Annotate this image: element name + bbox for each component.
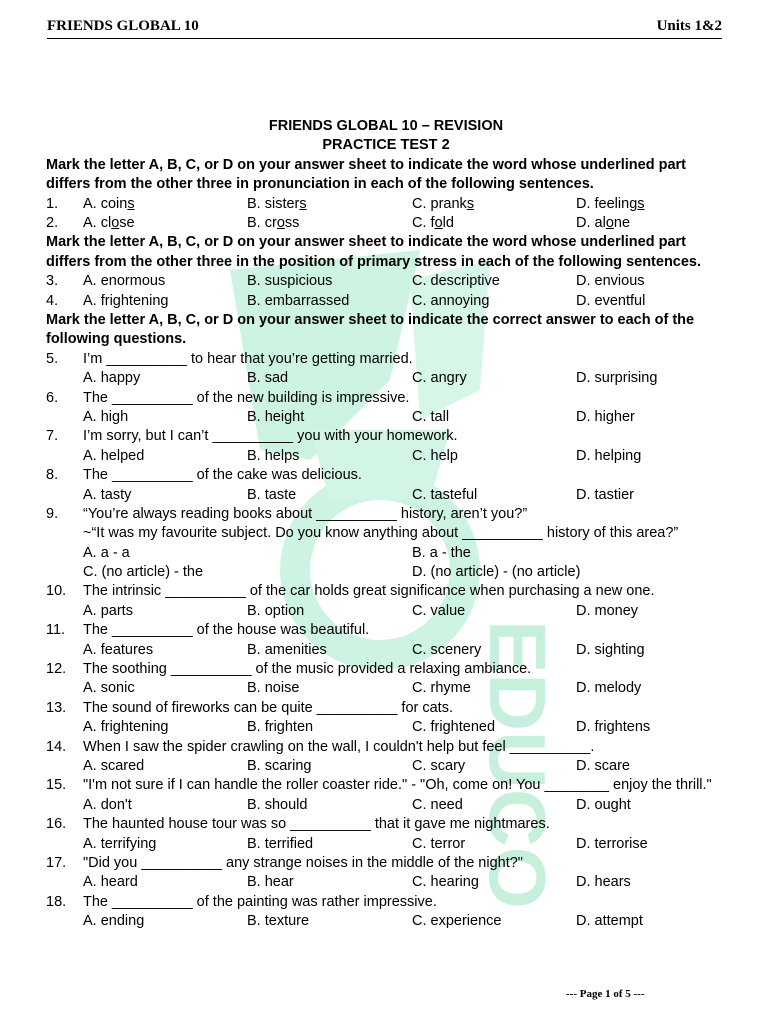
question-stem: "I'm not sure if I can handle the roller coaster ride." - "Oh, come on! You ________ enjoy the thrill.": [83, 777, 712, 794]
option-d: D. tastier: [576, 486, 635, 503]
stress-section: [46, 272, 726, 311]
question-item: [46, 350, 726, 389]
option-text: C. prank: [412, 195, 467, 212]
question-stem-line2: ~“It was my favourite subject. Do you know anything about __________ history of this area?”: [83, 525, 679, 542]
option-text: B. sister: [247, 195, 300, 212]
option-a: A. enormous: [83, 273, 166, 290]
option-c: C. help: [412, 447, 458, 464]
option-c: C. descriptive: [412, 273, 500, 290]
option-text: D. al: [576, 214, 606, 231]
question-item: [46, 854, 726, 893]
header-rule: [47, 38, 722, 39]
question-number: 17.: [46, 854, 67, 871]
stress-item: [46, 292, 726, 311]
underlined-part: o: [276, 214, 285, 231]
option-a: A. a - a: [83, 544, 130, 561]
option-text: A. cl: [83, 214, 112, 231]
option-d: [576, 195, 645, 214]
question-number: 1.: [46, 195, 59, 212]
question-item: [46, 582, 726, 621]
question-number: 14.: [46, 738, 67, 755]
option-d: D. terrorise: [576, 835, 648, 852]
option-a: A. high: [83, 408, 129, 425]
option-b: B. noise: [247, 680, 300, 697]
option-d: D. money: [576, 602, 639, 619]
option-d: D. helping: [576, 447, 642, 464]
option-d: D. sighting: [576, 641, 645, 658]
option-text-rest: se: [119, 214, 135, 231]
options-row: [46, 602, 726, 621]
question-stem: When I saw the spider crawling on the wall, I couldn't help but feel __________.: [83, 738, 595, 755]
question-stem: The intrinsic __________ of the car holds great significance when purchasing a new one.: [83, 583, 655, 600]
question-stem: I’m sorry, but I can’t __________ you with your homework.: [83, 428, 458, 445]
page-header: [47, 18, 722, 38]
pronunciation-section: [46, 195, 726, 234]
options-row: [46, 718, 726, 737]
option-d: D. scare: [576, 757, 630, 774]
options-row: [46, 757, 726, 776]
worksheet-title: FRIENDS GLOBAL 10 – REVISION: [268, 118, 504, 134]
question-number: 5.: [46, 350, 59, 367]
options-row: [46, 835, 726, 854]
option-text-rest: ss: [284, 214, 300, 231]
option-b: B. taste: [247, 486, 297, 503]
worksheet-subtitle: PRACTICE TEST 2: [322, 137, 450, 154]
options-row: [46, 873, 726, 892]
question-row: [46, 427, 726, 446]
option-a: A. frightening: [83, 719, 169, 736]
options-row: [46, 369, 726, 388]
option-a: A. tasty: [83, 486, 132, 503]
question-row: [46, 854, 726, 873]
question-item: [46, 389, 726, 428]
question-number: 16.: [46, 816, 67, 833]
option-b: B. should: [247, 796, 308, 813]
option-d: D. attempt: [576, 913, 643, 930]
option-a: A. ending: [83, 913, 145, 930]
question-number: 12.: [46, 661, 67, 678]
option-b: B. sad: [247, 370, 289, 387]
question-row: [46, 621, 726, 640]
question-number: 4.: [46, 292, 59, 309]
option-c: C. scary: [412, 757, 466, 774]
stress-item: [46, 272, 726, 291]
option-d: D. higher: [576, 408, 635, 425]
underlined-part: s: [127, 195, 135, 212]
option-a: A. heard: [83, 874, 138, 891]
option-b: B. frighten: [247, 719, 314, 736]
option-b: B. height: [247, 408, 305, 425]
underlined-part: o: [434, 214, 443, 231]
question-stem: The __________ of the new building is impressive.: [83, 389, 410, 406]
options-row: [46, 641, 726, 660]
pronunciation-item: [46, 214, 726, 233]
option-b: [247, 195, 307, 214]
option-a: [83, 214, 135, 233]
question-15: [46, 776, 726, 815]
question-stem: I’m __________ to hear that you’re getting married.: [83, 350, 413, 367]
options-row: [46, 679, 726, 698]
option-b: [247, 214, 299, 233]
question-number: 10.: [46, 583, 67, 600]
header-title: FRIENDS GLOBAL 10: [47, 18, 199, 34]
option-a: A. sonic: [83, 680, 135, 697]
option-a: A. helped: [83, 447, 145, 464]
underlined-part: o: [111, 214, 120, 231]
option-text: C. f: [412, 214, 435, 231]
option-a: A. features: [83, 641, 154, 658]
option-text-rest: ne: [613, 214, 631, 231]
question-9: [46, 505, 726, 583]
option-c: C. need: [412, 796, 463, 813]
question-row: [46, 738, 726, 757]
option-b: B. a - the: [412, 544, 471, 561]
option-c: C. angry: [412, 370, 467, 387]
question-stem: The sound of fireworks can be quite __________ for cats.: [83, 699, 453, 716]
question-number: 3.: [46, 273, 59, 290]
option-d: D. melody: [576, 680, 642, 697]
option-c: C. value: [412, 602, 466, 619]
option-d: D. envious: [576, 273, 645, 290]
option-a: [83, 195, 135, 214]
option-c: C. (no article) - the: [83, 564, 204, 581]
question-row: [46, 660, 726, 679]
question-number: 15.: [46, 777, 67, 794]
question-number: 13.: [46, 699, 67, 716]
option-b: B. hear: [247, 874, 294, 891]
option-a: A. frightening: [83, 292, 169, 309]
underlined-part: s: [466, 195, 475, 212]
option-d: D. eventful: [576, 292, 646, 309]
options-row: [46, 408, 726, 427]
question-item: [46, 660, 726, 699]
option-c: C. annoying: [412, 292, 490, 309]
option-b: B. terrified: [247, 835, 314, 852]
question-stem: “You’re always reading books about __________ history, aren’t you?”: [83, 505, 528, 522]
option-c: C. terror: [412, 835, 466, 852]
instruction-questions: Mark the letter A, B, C, or D on your answer sheet to indicate the correct answer to each of the following questions.: [46, 311, 695, 348]
question-item: [46, 466, 726, 505]
question-group-1: [46, 350, 726, 505]
watermark-text: EDUCO: [473, 620, 562, 909]
option-c: [412, 214, 454, 233]
option-c: C. hearing: [412, 874, 479, 891]
header-units: Units 1&2: [656, 18, 722, 34]
underlined-part: s: [299, 195, 307, 212]
question-stem: The __________ of the cake was delicious.: [83, 467, 362, 484]
question-item: [46, 893, 726, 932]
question-item: [46, 738, 726, 777]
question-stem: The __________ of the painting was rather impressive.: [83, 893, 437, 910]
option-c: C. experience: [412, 913, 502, 930]
option-b: B. amenities: [247, 641, 327, 658]
option-text: A. coin: [83, 195, 128, 212]
option-b: B. embarrassed: [247, 292, 350, 309]
option-b: B. option: [247, 602, 305, 619]
question-group-2: [46, 582, 726, 776]
option-c: C. scenery: [412, 641, 482, 658]
underlined-part: o: [605, 214, 614, 231]
option-a: A. parts: [83, 602, 133, 619]
option-d: D. frightens: [576, 719, 651, 736]
question-group-3: [46, 815, 726, 931]
question-row: [46, 466, 726, 485]
question-number: 7.: [46, 428, 59, 445]
question-item: [46, 427, 726, 466]
question-stem: "Did you __________ any strange noises in the middle of the night?": [83, 854, 523, 871]
option-a: A. don't: [83, 796, 132, 813]
question-number: 8.: [46, 467, 59, 484]
question-number: 2.: [46, 214, 59, 231]
option-b: B. scaring: [247, 757, 312, 774]
options-row: [46, 486, 726, 505]
question-row: [46, 815, 726, 834]
option-a: A. scared: [83, 757, 145, 774]
question-number: 6.: [46, 389, 59, 406]
option-d: D. (no article) - (no article): [412, 564, 581, 581]
option-b: B. helps: [247, 447, 300, 464]
instruction-stress: Mark the letter A, B, C, or D on your answer sheet to indicate the word whose underlined part differs from the other three in the position of primary stress in each of the following sentences.: [46, 234, 702, 270]
question-item: [46, 621, 726, 660]
question-number: 18.: [46, 893, 67, 910]
option-text: D. feeling: [576, 195, 638, 212]
option-a: A. terrifying: [83, 835, 157, 852]
option-c: [412, 195, 474, 214]
option-d: [576, 214, 630, 233]
options-row: [46, 447, 726, 466]
question-item: [46, 815, 726, 854]
option-c: C. rhyme: [412, 680, 471, 697]
question-row: [46, 350, 726, 369]
question-number: 11.: [46, 622, 66, 639]
options-row: [46, 912, 726, 931]
page-footer: --- Page 1 of 5 ---: [566, 988, 645, 1000]
question-stem: The haunted house tour was so __________ that it gave me nightmares.: [83, 816, 550, 833]
option-c: C. frightened: [412, 719, 496, 736]
option-c: C. tasteful: [412, 486, 478, 503]
question-number: 9.: [46, 505, 59, 522]
option-b: B. suspicious: [247, 273, 333, 290]
option-a: A. happy: [83, 370, 141, 387]
question-row: [46, 389, 726, 408]
option-d: D. ought: [576, 796, 631, 813]
question-row: [46, 699, 726, 718]
question-item: [46, 699, 726, 738]
option-text-rest: ld: [442, 214, 454, 231]
question-stem: The __________ of the house was beautiful.: [83, 622, 370, 639]
option-d: D. surprising: [576, 370, 658, 387]
question-stem: The soothing __________ of the music provided a relaxing ambiance.: [83, 661, 532, 678]
question-row: [46, 893, 726, 912]
underlined-part: s: [637, 195, 645, 212]
question-row: [46, 582, 726, 601]
pronunciation-item: [46, 195, 726, 214]
option-text: B. cr: [247, 214, 277, 231]
worksheet: [46, 117, 726, 932]
option-b: B. texture: [247, 913, 310, 930]
option-d: D. hears: [576, 874, 631, 891]
option-c: C. tall: [412, 408, 450, 425]
instruction-pronunciation: Mark the letter A, B, C, or D on your answer sheet to indicate the word whose underlined part differs from the other three in pronunciation in each of the following sentences.: [46, 156, 686, 193]
